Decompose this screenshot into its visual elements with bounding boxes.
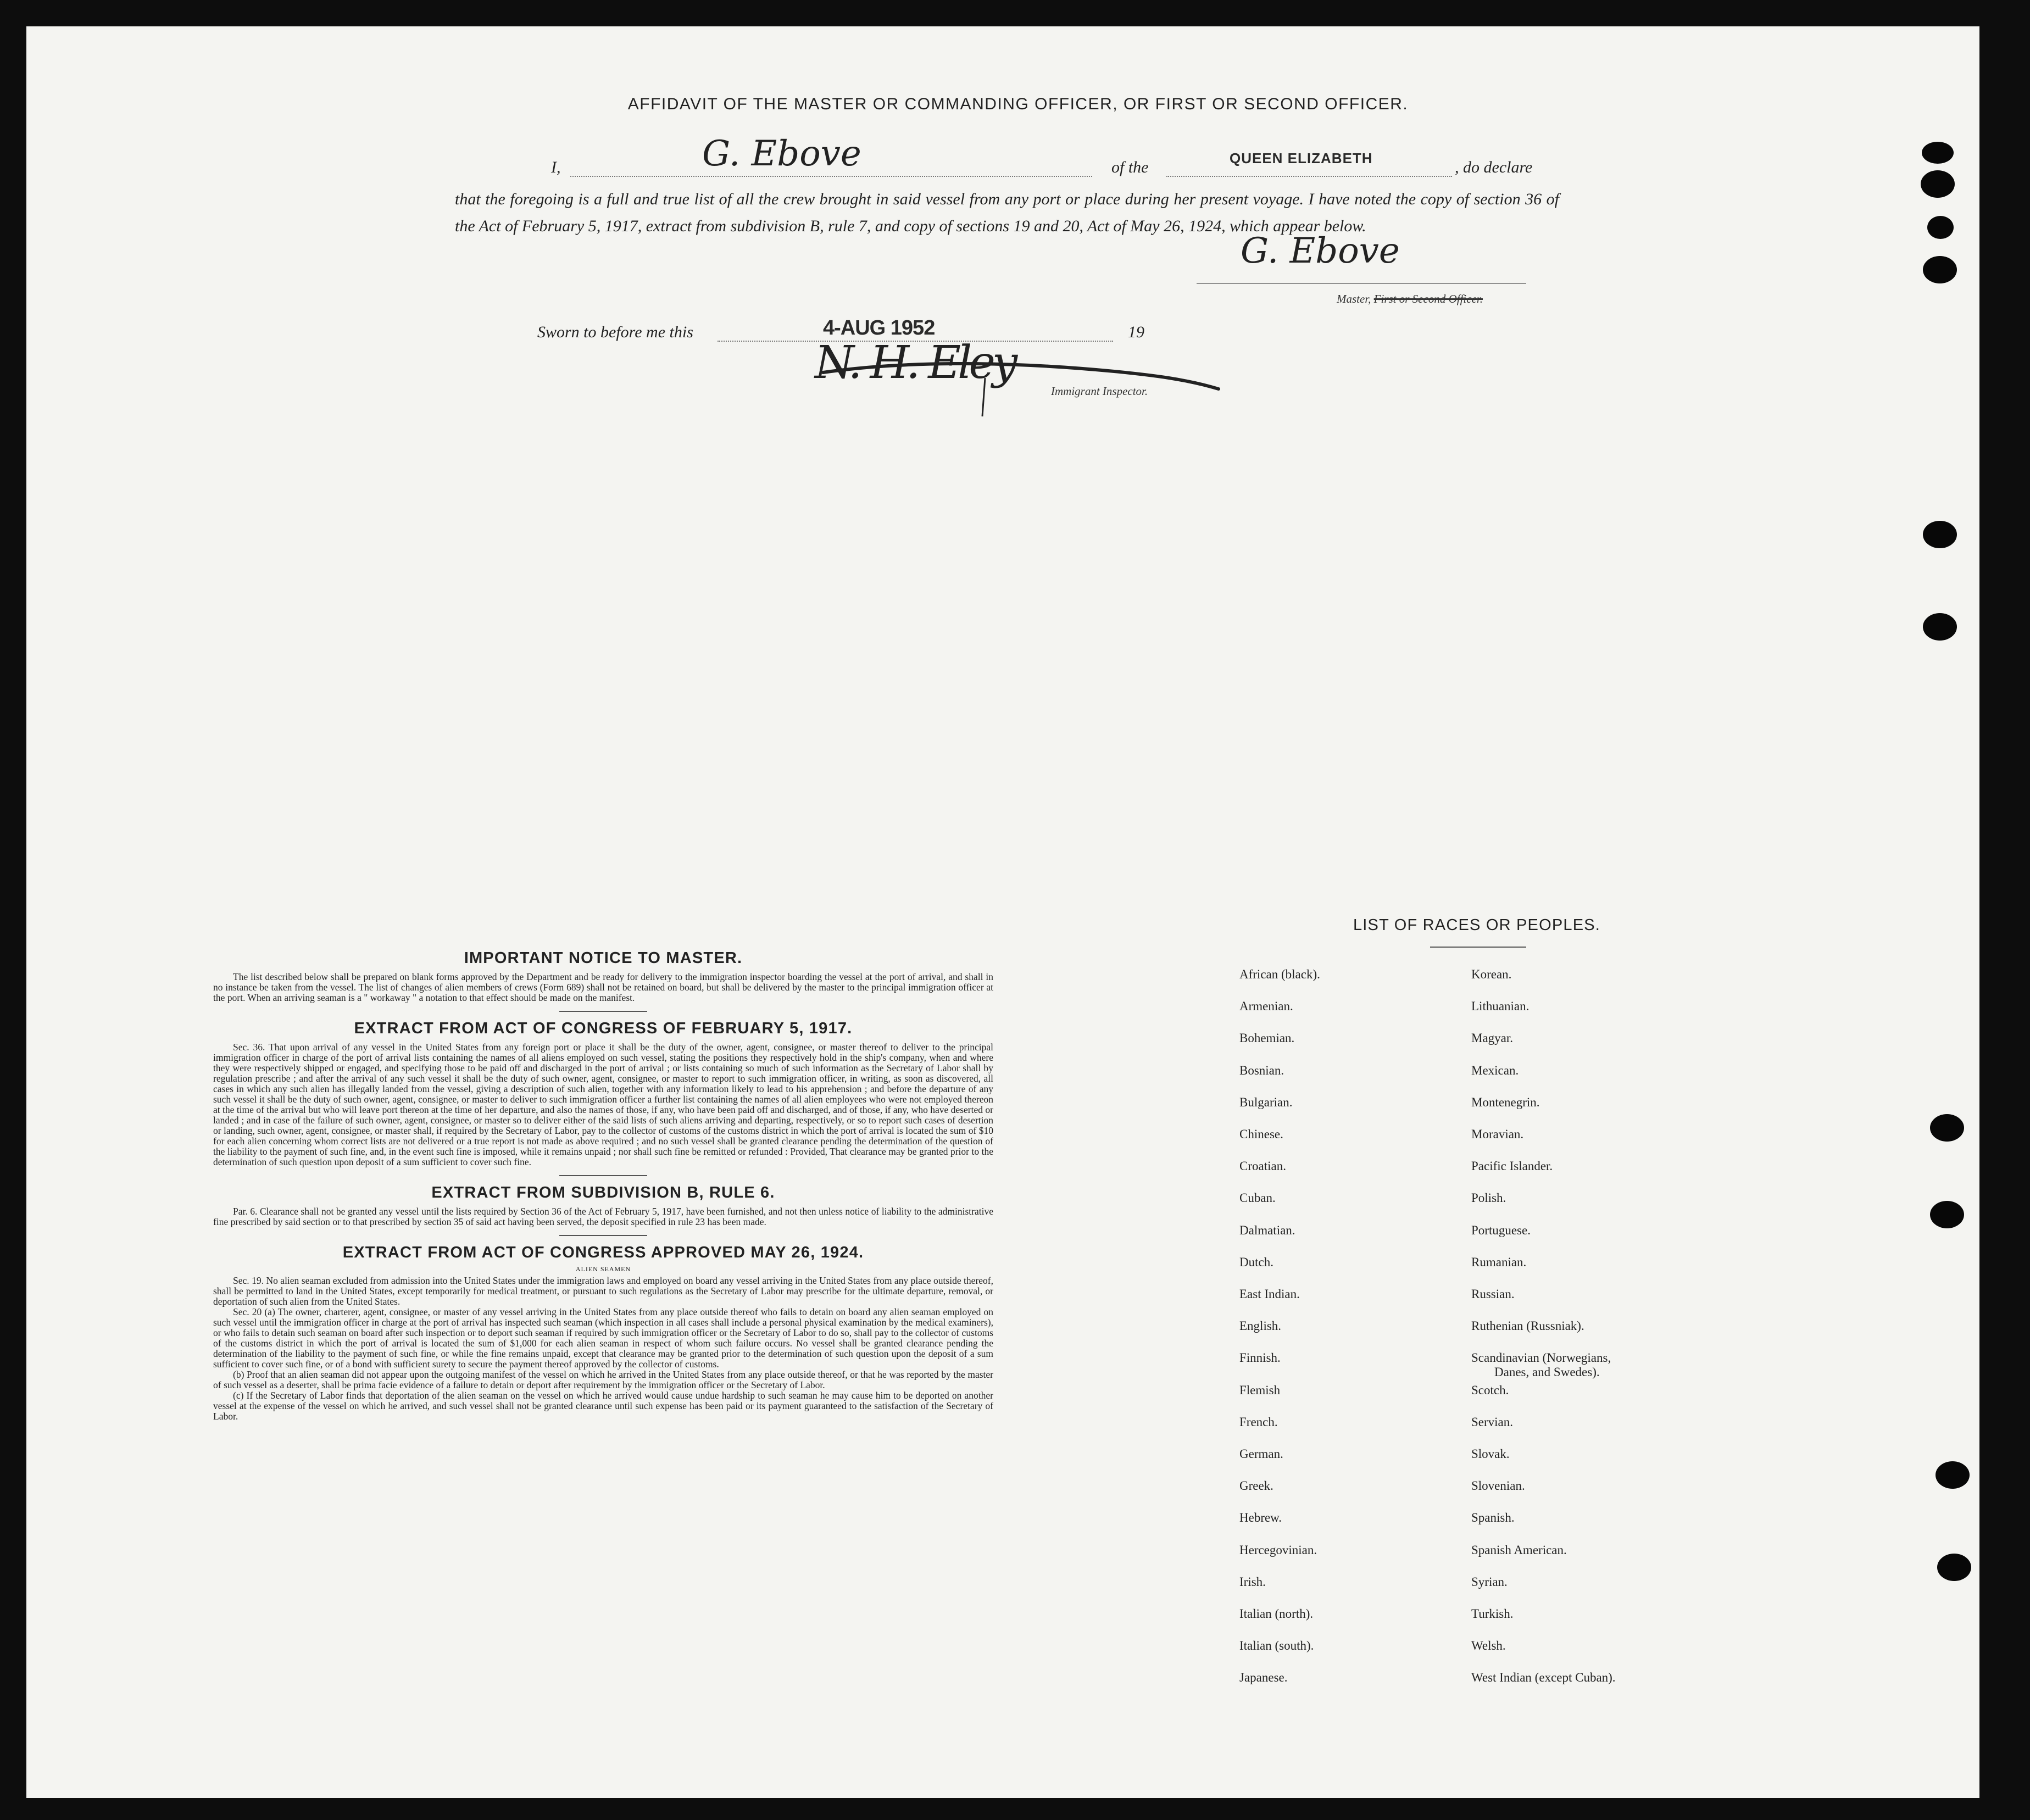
sworn-label: Sworn to before me this bbox=[537, 323, 693, 341]
race-item: Servian. bbox=[1471, 1415, 1514, 1429]
race-item: Portuguese. bbox=[1471, 1223, 1531, 1237]
extract-1917-title: EXTRACT FROM ACT OF CONGRESS OF FEBRUARY 5, 1917. bbox=[354, 1020, 853, 1037]
extract-rule6-body: Par. 6. Clearance shall not be granted any vessel until the lists required by Section 36 of the Act of February 5, 1917, have been furnished, and not then unless notice of liability to the administrative fine prescribed by said section or to that prescribed by section 35 of said act having been served, the deposit specified in rule 23 has been made. bbox=[213, 1206, 993, 1227]
binder-hole bbox=[1923, 521, 1957, 548]
race-item: Mexican. bbox=[1471, 1064, 1519, 1077]
extract-rule6-title: EXTRACT FROM SUBDIVISION B, RULE 6. bbox=[431, 1184, 775, 1201]
race-item: Croatian. bbox=[1239, 1159, 1286, 1173]
separator bbox=[1430, 947, 1526, 948]
race-item: African (black). bbox=[1239, 967, 1320, 981]
race-item: Magyar. bbox=[1471, 1031, 1514, 1045]
race-item: Ruthenian (Russniak). bbox=[1471, 1319, 1584, 1333]
races-title: LIST OF RACES OR PEOPLES. bbox=[1353, 916, 1601, 934]
struck-officer-label: First or Second Officer. bbox=[1373, 292, 1483, 305]
master-title-label bbox=[1337, 292, 1483, 306]
binder-hole bbox=[1930, 1114, 1964, 1142]
race-item: Pacific Islander. bbox=[1471, 1159, 1553, 1173]
extract-1924-title: EXTRACT FROM ACT OF CONGRESS APPROVED MAY 26, 1924. bbox=[342, 1244, 864, 1261]
year-prefix: 19 bbox=[1128, 323, 1144, 341]
race-item: English. bbox=[1239, 1319, 1282, 1333]
binder-hole bbox=[1923, 613, 1957, 641]
separator bbox=[559, 1235, 647, 1236]
binder-hole bbox=[1921, 170, 1955, 198]
race-item: Italian (north). bbox=[1239, 1607, 1314, 1621]
race-item: Dutch. bbox=[1239, 1255, 1273, 1269]
race-item: Scandinavian (Norwegians, bbox=[1471, 1351, 1611, 1365]
race-item: Syrian. bbox=[1471, 1575, 1508, 1589]
race-item: Rumanian. bbox=[1471, 1255, 1527, 1269]
race-item: Hebrew. bbox=[1239, 1511, 1282, 1524]
race-item: French. bbox=[1239, 1415, 1278, 1429]
race-item: Bulgarian. bbox=[1239, 1095, 1293, 1109]
race-item: Armenian. bbox=[1239, 999, 1293, 1013]
race-item: Italian (south). bbox=[1239, 1639, 1314, 1652]
binder-hole bbox=[1936, 1461, 1970, 1489]
notice-body: The list described below shall be prepared on blank forms approved by the Department and be ready for delivery to the immigration inspector boarding the vessel at the port of arrival, and shall in no instance be taken from the vessel. The list of changes of alien members of crews (Form 689) shall not be retained on board, but shall be delivered by the master to the principal immigration officer at the port. When an arriving seaman is a " workaway " a notation to that effect should be made on the manifest. bbox=[213, 971, 993, 1003]
extract-1924-body bbox=[213, 1276, 993, 1422]
declaration-text: that the foregoing is a full and true list of all the crew brought in said vessel from any port or place during her present voyage. I have noted the copy of section 36 of the Act of February 5, 1917, extract from subdivision B, rule 7, and copy of sections 19 and 20, Act of May 26, 1924, which appear below. bbox=[455, 190, 1559, 235]
race-item: German. bbox=[1239, 1447, 1283, 1461]
race-item: West Indian (except Cuban). bbox=[1471, 1671, 1616, 1684]
race-item-continuation: Danes, and Swedes). bbox=[1494, 1365, 1600, 1379]
race-item: Bosnian. bbox=[1239, 1064, 1284, 1077]
race-item: Lithuanian. bbox=[1471, 999, 1530, 1013]
separator bbox=[559, 1175, 647, 1176]
race-item: Irish. bbox=[1239, 1575, 1266, 1589]
affidavit-title: AFFIDAVIT OF THE MASTER OR COMMANDING OFFICER, OR FIRST OR SECOND OFFICER. bbox=[627, 95, 1409, 113]
race-item: Chinese. bbox=[1239, 1127, 1283, 1141]
sworn-date-stamp: 4-AUG 1952 bbox=[823, 316, 935, 339]
notices-column bbox=[213, 949, 993, 1422]
race-item: Dalmatian. bbox=[1239, 1223, 1295, 1237]
master-name-line bbox=[570, 176, 1092, 177]
master-signature-second: G. Ebove bbox=[1241, 231, 1400, 271]
inspector-label: Immigrant Inspector. bbox=[1051, 385, 1148, 398]
section-20b-paragraph: (b) Proof that an alien seaman did not appear upon the outgoing manifest of the vessel on which he arrived in the United States from any place outside thereof, or that he was reported by the master of such vessel as a deserter, shall be prima facie evidence of a failure to detain or deport after requirement by the immigration officer or the Secretary of Labor. bbox=[213, 1369, 993, 1390]
vessel-name-line bbox=[1166, 176, 1452, 177]
race-item: Cuban. bbox=[1239, 1191, 1276, 1205]
binder-hole bbox=[1922, 142, 1954, 164]
race-item: East Indian. bbox=[1239, 1287, 1300, 1301]
binder-hole bbox=[1927, 216, 1954, 239]
binder-hole bbox=[1930, 1201, 1964, 1228]
race-item: Hercegovinian. bbox=[1239, 1543, 1317, 1557]
race-item: Moravian. bbox=[1471, 1127, 1524, 1141]
race-item: Montenegrin. bbox=[1471, 1095, 1540, 1109]
race-item: Welsh. bbox=[1471, 1639, 1506, 1652]
section-20a-paragraph: Sec. 20 (a) The owner, charterer, agent, consignee, or master of any vessel arriving in the United States from any place outside thereof who fails to detain on board any alien seaman employed on such vessel until the immigration officer in charge at the port of arrival has inspected such seaman (which inspection in all cases shall include a personal physical examination by the medical examiners), or who fails to detain such seaman on board after such inspection or to deport such seaman if required by such immigration officer or the Secretary of Labor to do so, shall pay to the collector of customs of the customs district in which the port of arrival is located the sum of $1,000 for each alien seaman in respect of whom such failure occurs. No vessel shall be granted clearance pending the determination of the liability to the payment of such fine, or while the fine remains unpaid, except that clearance may be granted prior to the determination of such question upon the deposit of a sum sufficient to cover such fine, or of a bond with sufficient surety to secure the payment thereof approved by the collector of customs. bbox=[213, 1306, 993, 1370]
section-19-paragraph: Sec. 19. No alien seaman excluded from admission into the United States under the immigration laws and employed on board any vessel arriving in the United States from any place outside thereof, shall be permitted to land in the United States, except temporarily for medical treatment, or pursuant to such regulations as the Secretary of Labor may prescribe for the ultimate departure, removal, or deportation of such alien from the United States. bbox=[213, 1275, 993, 1307]
race-item: Bohemian. bbox=[1239, 1031, 1295, 1045]
race-item: Greek. bbox=[1239, 1479, 1273, 1493]
race-item: Japanese. bbox=[1239, 1671, 1288, 1684]
race-item: Finnish. bbox=[1239, 1351, 1281, 1365]
race-item: Polish. bbox=[1471, 1191, 1506, 1205]
inspector-signature: N. H. Eley bbox=[815, 337, 1015, 389]
race-item: Flemish bbox=[1239, 1383, 1281, 1397]
binder-hole bbox=[1937, 1554, 1971, 1581]
race-item: Spanish. bbox=[1471, 1511, 1515, 1524]
master-signature-line bbox=[1197, 283, 1526, 284]
document-sheet bbox=[26, 26, 1979, 1798]
race-item: Russian. bbox=[1471, 1287, 1515, 1301]
of-the-label: of the bbox=[1111, 158, 1149, 176]
affidavit-pronoun: I, bbox=[551, 158, 561, 176]
race-item: Spanish American. bbox=[1471, 1543, 1567, 1557]
race-item: Slovak. bbox=[1471, 1447, 1510, 1461]
race-item: Scotch. bbox=[1471, 1383, 1509, 1397]
master-signature: G. Ebove bbox=[702, 133, 861, 174]
notice-title: IMPORTANT NOTICE TO MASTER. bbox=[464, 949, 743, 967]
race-item: Turkish. bbox=[1471, 1607, 1514, 1621]
race-item: Korean. bbox=[1471, 967, 1512, 981]
vessel-name-stamp: QUEEN ELIZABETH bbox=[1230, 150, 1373, 166]
separator bbox=[559, 1011, 647, 1012]
extract-1917-body: Sec. 36. That upon arrival of any vessel in the United States from any foreign port or place it shall be the duty of the owner, agent, consignee, or master thereof to deliver to the principal immigration officer in charge of the port of arrival lists containing the names of all aliens employed on such vessel, stating the positions they respectively hold in the ship's company, when and where they were respectively shipped or engaged, and specifying those to be paid off and discharged in the port of arrival ; or lists containing so much of such information as the Secretary of Labor shall by regulation prescribe ; and after the arrival of any such vessel it shall be the duty of such owner, agent, consignee, or master to report to such immigration officer, in writing, as soon as discovered, all cases in which any such alien has illegally landed from the vessel, giving a description of such alien, together with any information likely to lead to his apprehension ; and before the departure of any such vessel it shall be the duty of such owner, agent, consignee, or master to deliver to such immigration officer a further list containing the names of all alien employees who were not employed thereon at the time of the arrival but who will leave port thereon at the time of her departure, and also the names of those, if any, who have been paid off and discharged, and of those, if any, who have deserted or landed ; and in case of the failure of such owner, agent, consignee, or master so to deliver either of the said lists of such aliens arriving and departing, respectively, or so to report such cases of desertion or landing, such owner, agent, consignee, or master shall, if required by the Secretary of Labor, pay to the collector of customs of the customs district in which the port of arrival is located the sum of $10 for each alien concerning whom correct lists are not delivered or a true report is not made as above required ; and no such vessel shall be granted clearance pending the determination of the question of the liability to the payment of such fine, and, in the event such fine is imposed, while it remains unpaid ; nor shall such fine be remitted or refunded : Provided, That clearance may be granted prior to the determination of such question upon deposit of a sum sufficient to cover such fine. bbox=[213, 1042, 993, 1167]
section-20c-paragraph: (c) If the Secretary of Labor finds that deportation of the alien seaman on the vessel on which he arrived would cause undue hardship to such seaman he may cause him to be deported on another vessel at the expense of the vessel on which he arrived, and such vessel shall not be granted clearance until such expense has been paid or its payment guaranteed to the satisfaction of the Secretary of Labor. bbox=[213, 1390, 993, 1422]
race-item: Slovenian. bbox=[1471, 1479, 1525, 1493]
master-label: Master, bbox=[1337, 292, 1371, 305]
extract-1924-subtitle: ALIEN SEAMEN bbox=[575, 1265, 631, 1273]
binder-hole bbox=[1923, 256, 1957, 283]
declare-label: , do declare bbox=[1455, 158, 1533, 176]
